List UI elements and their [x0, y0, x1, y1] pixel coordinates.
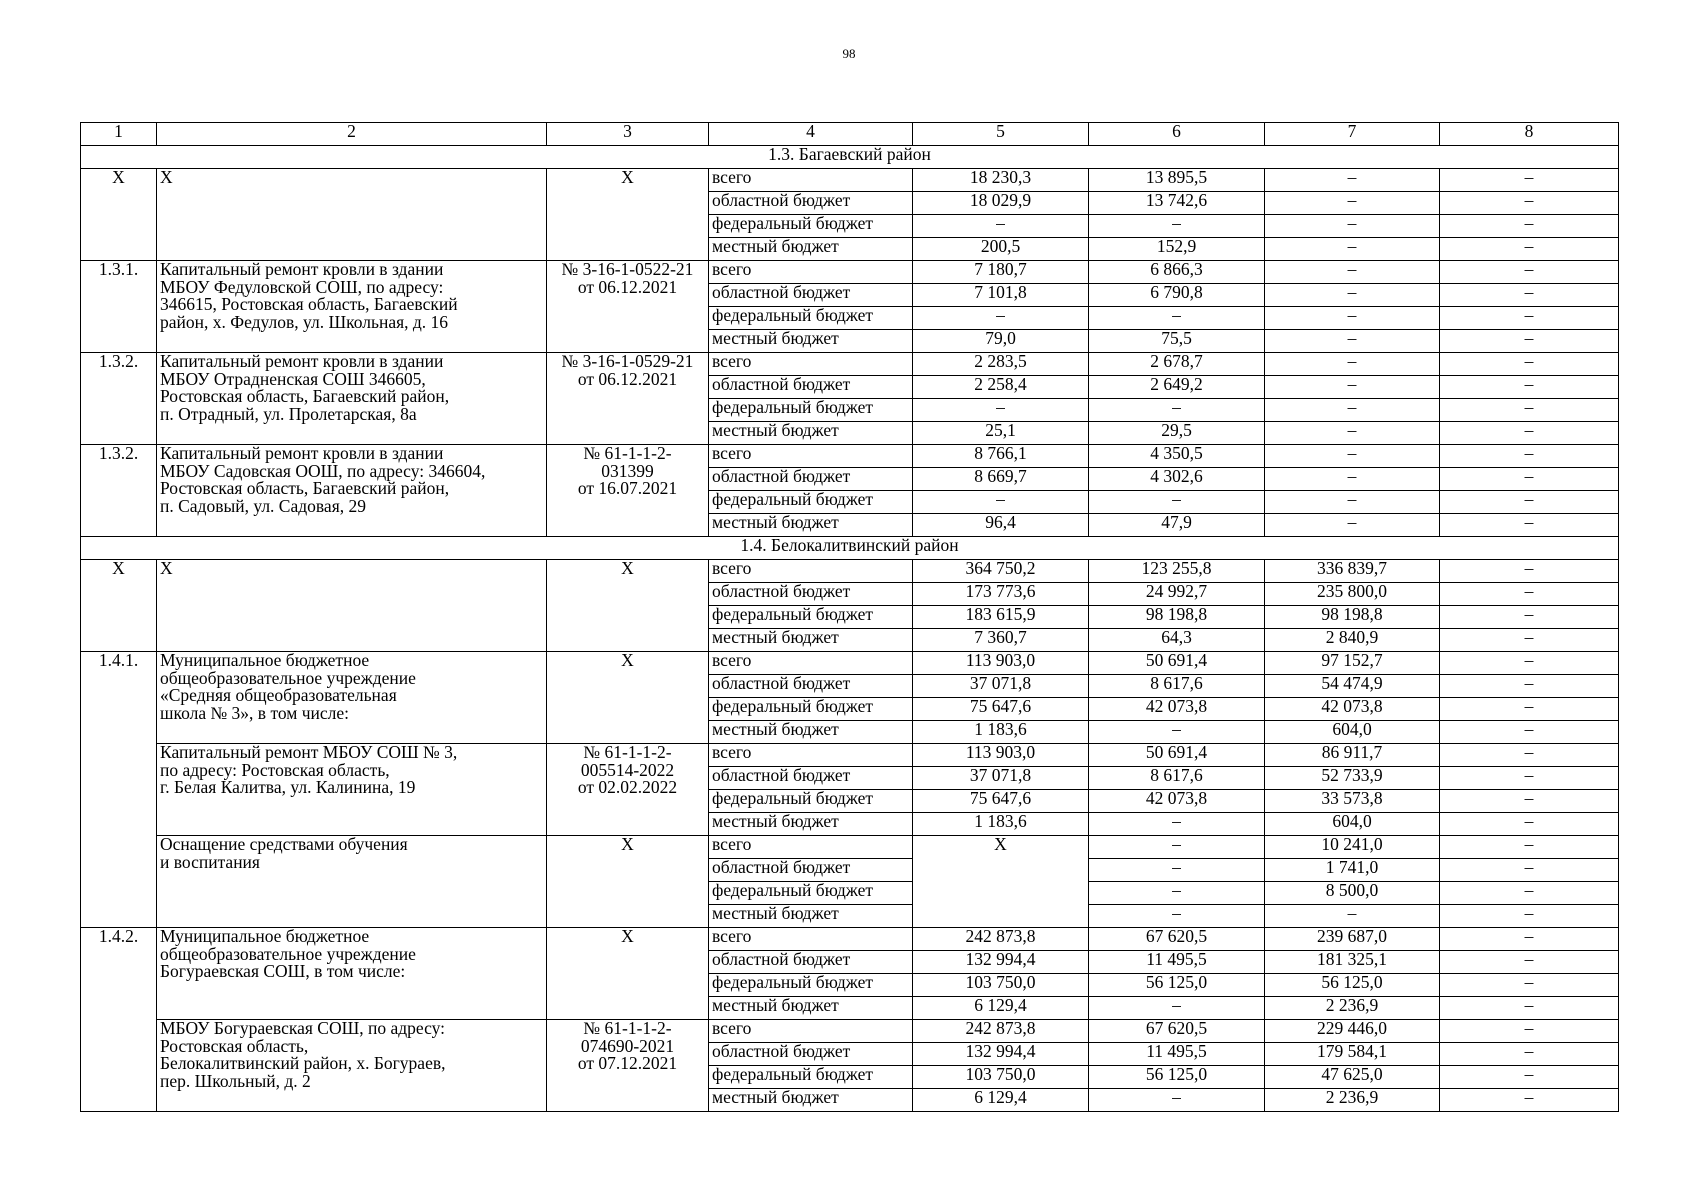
value-col6: 152,9 [1089, 238, 1265, 261]
object-name: МБОУ Богураевская СОШ, по адресу: Ростовская область, Белокалитвинский район, х. Богураев, пер. Школьный, д. 2 [157, 1020, 547, 1112]
document-number: X [547, 560, 709, 652]
value-col8: – [1440, 238, 1619, 261]
value-col8: – [1440, 767, 1619, 790]
funding-source: всего [709, 928, 913, 951]
table-row [81, 169, 1619, 192]
value-col6: – [1089, 882, 1265, 905]
column-header: 1 [81, 123, 157, 146]
document-number: X [547, 169, 709, 261]
value-col7: 54 474,9 [1265, 675, 1440, 698]
value-col8: – [1440, 974, 1619, 997]
value-col5: 103 750,0 [913, 974, 1089, 997]
value-col6: 8 617,6 [1089, 767, 1265, 790]
value-col7: – [1265, 399, 1440, 422]
value-col7: – [1265, 192, 1440, 215]
value-col5: 173 773,6 [913, 583, 1089, 606]
value-col5: 2 283,5 [913, 353, 1089, 376]
value-col8: – [1440, 1066, 1619, 1089]
document-number: № 61-1-1-2- 005514-2022 от 02.02.2022 [547, 744, 709, 836]
value-col5: – [913, 307, 1089, 330]
funding-source: федеральный бюджет [709, 974, 913, 997]
column-header: 2 [157, 123, 547, 146]
section-title-row [81, 537, 1619, 560]
value-col6: – [1089, 1089, 1265, 1112]
value-col5: 103 750,0 [913, 1066, 1089, 1089]
object-name: Капитальный ремонт кровли в здании МБОУ Садовская ООШ, по адресу: 346604, Ростовская область, Багаевский район, п. Садовый, ул. Садовая, 29 [157, 445, 547, 537]
value-col7: – [1265, 905, 1440, 928]
value-col5: 1 183,6 [913, 721, 1089, 744]
row-number: 1.3.1. [81, 261, 157, 353]
document-number: X [547, 836, 709, 928]
table-row [81, 353, 1619, 376]
document-number: № 3-16-1-0529-21 от 06.12.2021 [547, 353, 709, 445]
value-col5: 37 071,8 [913, 767, 1089, 790]
value-col8: – [1440, 859, 1619, 882]
row-number: 1.4.1. [81, 652, 157, 928]
value-col6: 6 866,3 [1089, 261, 1265, 284]
value-col6: 13 742,6 [1089, 192, 1265, 215]
value-col6: 98 198,8 [1089, 606, 1265, 629]
value-col6: 50 691,4 [1089, 744, 1265, 767]
value-col7: 8 500,0 [1265, 882, 1440, 905]
value-col6: 56 125,0 [1089, 1066, 1265, 1089]
value-col7: – [1265, 353, 1440, 376]
value-col8: – [1440, 307, 1619, 330]
value-col7: 2 236,9 [1265, 997, 1440, 1020]
value-col8: – [1440, 836, 1619, 859]
funding-source: всего [709, 836, 913, 859]
funding-source: местный бюджет [709, 721, 913, 744]
value-col7: 97 152,7 [1265, 652, 1440, 675]
value-col7: 235 800,0 [1265, 583, 1440, 606]
value-col5: 2 258,4 [913, 376, 1089, 399]
value-col8: – [1440, 169, 1619, 192]
value-col7: 239 687,0 [1265, 928, 1440, 951]
value-col5: 132 994,4 [913, 951, 1089, 974]
funding-source: федеральный бюджет [709, 399, 913, 422]
value-col7: – [1265, 169, 1440, 192]
value-col5: – [913, 399, 1089, 422]
value-col5: 6 129,4 [913, 1089, 1089, 1112]
value-col6: 67 620,5 [1089, 1020, 1265, 1043]
value-col5: – [913, 215, 1089, 238]
value-col8: – [1440, 928, 1619, 951]
value-col6: 2 649,2 [1089, 376, 1265, 399]
value-col5: 25,1 [913, 422, 1089, 445]
value-col6: – [1089, 307, 1265, 330]
funding-source: областной бюджет [709, 284, 913, 307]
value-col6: 50 691,4 [1089, 652, 1265, 675]
funding-source: федеральный бюджет [709, 698, 913, 721]
document-number: № 61-1-1-2- 031399 от 16.07.2021 [547, 445, 709, 537]
budget-table [80, 122, 1619, 1112]
value-col7: – [1265, 307, 1440, 330]
value-col7: 181 325,1 [1265, 951, 1440, 974]
value-col7: – [1265, 445, 1440, 468]
value-col8: – [1440, 813, 1619, 836]
object-name: X [157, 560, 547, 652]
value-col7: 47 625,0 [1265, 1066, 1440, 1089]
value-col8: – [1440, 376, 1619, 399]
value-col7: 52 733,9 [1265, 767, 1440, 790]
value-col6: 75,5 [1089, 330, 1265, 353]
value-col6: 42 073,8 [1089, 698, 1265, 721]
row-number: 1.4.2. [81, 928, 157, 1112]
document-number: X [547, 928, 709, 1020]
funding-source: всего [709, 169, 913, 192]
value-col7: – [1265, 514, 1440, 537]
value-col8: – [1440, 330, 1619, 353]
funding-source: областной бюджет [709, 468, 913, 491]
value-col8: – [1440, 353, 1619, 376]
section-title-row [81, 146, 1619, 169]
column-header-row [81, 123, 1619, 146]
funding-source: местный бюджет [709, 905, 913, 928]
value-col6: 56 125,0 [1089, 974, 1265, 997]
value-col7: – [1265, 284, 1440, 307]
value-col6: – [1089, 997, 1265, 1020]
value-col8: – [1440, 721, 1619, 744]
value-col8: – [1440, 445, 1619, 468]
value-col7: 33 573,8 [1265, 790, 1440, 813]
funding-source: областной бюджет [709, 859, 913, 882]
value-col8: – [1440, 744, 1619, 767]
row-number: 1.3.2. [81, 445, 157, 537]
column-header: 8 [1440, 123, 1619, 146]
funding-source: местный бюджет [709, 422, 913, 445]
value-col5: 75 647,6 [913, 790, 1089, 813]
value-col5: 18 029,9 [913, 192, 1089, 215]
value-col8: – [1440, 652, 1619, 675]
value-col8: – [1440, 583, 1619, 606]
value-col7: 2 236,9 [1265, 1089, 1440, 1112]
value-col6: 4 350,5 [1089, 445, 1265, 468]
funding-source: федеральный бюджет [709, 882, 913, 905]
value-col6: – [1089, 905, 1265, 928]
column-header: 3 [547, 123, 709, 146]
value-col5: 96,4 [913, 514, 1089, 537]
value-col5: 37 071,8 [913, 675, 1089, 698]
table-row [81, 560, 1619, 583]
table-row [81, 744, 1619, 767]
object-name: Капитальный ремонт МБОУ СОШ № 3, по адресу: Ростовская область, г. Белая Калитва, ул. Калинина, 19 [157, 744, 547, 836]
value-col7: 1 741,0 [1265, 859, 1440, 882]
value-col6: – [1089, 836, 1265, 859]
document-number: № 3-16-1-0522-21 от 06.12.2021 [547, 261, 709, 353]
value-col5: 364 750,2 [913, 560, 1089, 583]
value-col6: 11 495,5 [1089, 951, 1265, 974]
value-col8: – [1440, 422, 1619, 445]
value-col5: 8 669,7 [913, 468, 1089, 491]
value-col7: 98 198,8 [1265, 606, 1440, 629]
value-col6: 2 678,7 [1089, 353, 1265, 376]
object-name: Оснащение средствами обучения и воспитания [157, 836, 547, 928]
page-number: 98 [842, 46, 856, 61]
value-col7: – [1265, 491, 1440, 514]
value-col5: – [913, 491, 1089, 514]
value-col7: 2 840,9 [1265, 629, 1440, 652]
funding-source: всего [709, 353, 913, 376]
value-col7: – [1265, 422, 1440, 445]
funding-source: федеральный бюджет [709, 1066, 913, 1089]
value-col8: – [1440, 215, 1619, 238]
value-col8: – [1440, 675, 1619, 698]
row-number: X [81, 560, 157, 652]
value-col8: – [1440, 905, 1619, 928]
document-number: № 61-1-1-2- 074690-2021 от 07.12.2021 [547, 1020, 709, 1112]
object-name: Муниципальное бюджетное общеобразовательное учреждение Богураевская СОШ, в том числе: [157, 928, 547, 1020]
value-col7: – [1265, 376, 1440, 399]
value-col5: 183 615,9 [913, 606, 1089, 629]
value-col6: 67 620,5 [1089, 928, 1265, 951]
value-col6: – [1089, 399, 1265, 422]
funding-source: местный бюджет [709, 514, 913, 537]
funding-source: местный бюджет [709, 813, 913, 836]
column-header: 5 [913, 123, 1089, 146]
value-col8: – [1440, 606, 1619, 629]
value-col8: – [1440, 997, 1619, 1020]
funding-source: областной бюджет [709, 675, 913, 698]
value-col8: – [1440, 790, 1619, 813]
funding-source: федеральный бюджет [709, 215, 913, 238]
value-col8: – [1440, 560, 1619, 583]
value-col8: – [1440, 284, 1619, 307]
value-col5: 18 230,3 [913, 169, 1089, 192]
value-col6: 24 992,7 [1089, 583, 1265, 606]
table-body [81, 123, 1619, 1112]
funding-source: всего [709, 652, 913, 675]
value-col5: 242 873,8 [913, 1020, 1089, 1043]
section-title: 1.4. Белокалитвинский район [81, 537, 1619, 560]
value-col6: 64,3 [1089, 629, 1265, 652]
funding-source: федеральный бюджет [709, 606, 913, 629]
value-col6: 13 895,5 [1089, 169, 1265, 192]
value-col8: – [1440, 1043, 1619, 1066]
row-number: X [81, 169, 157, 261]
value-col7: 604,0 [1265, 721, 1440, 744]
value-col6: 47,9 [1089, 514, 1265, 537]
value-col7: 604,0 [1265, 813, 1440, 836]
funding-source: областной бюджет [709, 951, 913, 974]
value-col7: 42 073,8 [1265, 698, 1440, 721]
value-col6: – [1089, 813, 1265, 836]
value-col8: – [1440, 882, 1619, 905]
column-header: 6 [1089, 123, 1265, 146]
value-col8: – [1440, 399, 1619, 422]
value-col5: 7 180,7 [913, 261, 1089, 284]
funding-source: местный бюджет [709, 997, 913, 1020]
value-col8: – [1440, 698, 1619, 721]
funding-source: областной бюджет [709, 583, 913, 606]
column-header: 7 [1265, 123, 1440, 146]
value-col5: 200,5 [913, 238, 1089, 261]
value-col6: 6 790,8 [1089, 284, 1265, 307]
value-col7: 56 125,0 [1265, 974, 1440, 997]
value-col5: X [913, 836, 1089, 928]
value-col6: 42 073,8 [1089, 790, 1265, 813]
value-col6: 11 495,5 [1089, 1043, 1265, 1066]
funding-source: областной бюджет [709, 767, 913, 790]
value-col6: 8 617,6 [1089, 675, 1265, 698]
value-col8: – [1440, 491, 1619, 514]
funding-source: местный бюджет [709, 629, 913, 652]
column-header: 4 [709, 123, 913, 146]
table-row [81, 652, 1619, 675]
funding-source: всего [709, 1020, 913, 1043]
value-col7: 86 911,7 [1265, 744, 1440, 767]
funding-source: всего [709, 744, 913, 767]
value-col8: – [1440, 261, 1619, 284]
value-col7: 179 584,1 [1265, 1043, 1440, 1066]
table-row [81, 445, 1619, 468]
value-col8: – [1440, 951, 1619, 974]
value-col7: 229 446,0 [1265, 1020, 1440, 1043]
table-row [81, 836, 1619, 859]
value-col5: 7 101,8 [913, 284, 1089, 307]
value-col6: 123 255,8 [1089, 560, 1265, 583]
funding-source: областной бюджет [709, 192, 913, 215]
funding-source: всего [709, 560, 913, 583]
value-col6: – [1089, 215, 1265, 238]
object-name: Капитальный ремонт кровли в здании МБОУ Отрадненская СОШ 346605, Ростовская область, Багаевский район, п. Отрадный, ул. Пролетарская, 8а [157, 353, 547, 445]
object-name: Муниципальное бюджетное общеобразовательное учреждение «Средняя общеобразовательная школа № 3», в том числе: [157, 652, 547, 744]
value-col8: – [1440, 629, 1619, 652]
value-col8: – [1440, 468, 1619, 491]
funding-source: федеральный бюджет [709, 491, 913, 514]
funding-source: всего [709, 261, 913, 284]
table-row [81, 1020, 1619, 1043]
value-col7: – [1265, 468, 1440, 491]
value-col6: 29,5 [1089, 422, 1265, 445]
value-col6: – [1089, 721, 1265, 744]
value-col5: 242 873,8 [913, 928, 1089, 951]
funding-source: местный бюджет [709, 1089, 913, 1112]
value-col7: – [1265, 238, 1440, 261]
value-col5: 6 129,4 [913, 997, 1089, 1020]
value-col8: – [1440, 1089, 1619, 1112]
object-name: Капитальный ремонт кровли в здании МБОУ Федуловской СОШ, по адресу: 346615, Ростовская область, Багаевский район, х. Федулов, ул. Школьная, д. 16 [157, 261, 547, 353]
value-col5: 113 903,0 [913, 652, 1089, 675]
funding-source: всего [709, 445, 913, 468]
section-title: 1.3. Багаевский район [81, 146, 1619, 169]
value-col7: 10 241,0 [1265, 836, 1440, 859]
value-col8: – [1440, 514, 1619, 537]
value-col7: – [1265, 215, 1440, 238]
value-col6: – [1089, 491, 1265, 514]
value-col5: 8 766,1 [913, 445, 1089, 468]
value-col7: – [1265, 330, 1440, 353]
value-col8: – [1440, 1020, 1619, 1043]
value-col5: 113 903,0 [913, 744, 1089, 767]
value-col7: – [1265, 261, 1440, 284]
value-col8: – [1440, 192, 1619, 215]
value-col5: 75 647,6 [913, 698, 1089, 721]
value-col5: 7 360,7 [913, 629, 1089, 652]
funding-source: местный бюджет [709, 330, 913, 353]
row-number: 1.3.2. [81, 353, 157, 445]
funding-source: местный бюджет [709, 238, 913, 261]
funding-source: областной бюджет [709, 1043, 913, 1066]
document-number: X [547, 652, 709, 744]
funding-source: федеральный бюджет [709, 307, 913, 330]
value-col7: 336 839,7 [1265, 560, 1440, 583]
object-name: X [157, 169, 547, 261]
table-row [81, 928, 1619, 951]
table-row [81, 261, 1619, 284]
value-col6: – [1089, 859, 1265, 882]
value-col6: 4 302,6 [1089, 468, 1265, 491]
funding-source: федеральный бюджет [709, 790, 913, 813]
value-col5: 132 994,4 [913, 1043, 1089, 1066]
value-col5: 79,0 [913, 330, 1089, 353]
funding-source: областной бюджет [709, 376, 913, 399]
value-col5: 1 183,6 [913, 813, 1089, 836]
